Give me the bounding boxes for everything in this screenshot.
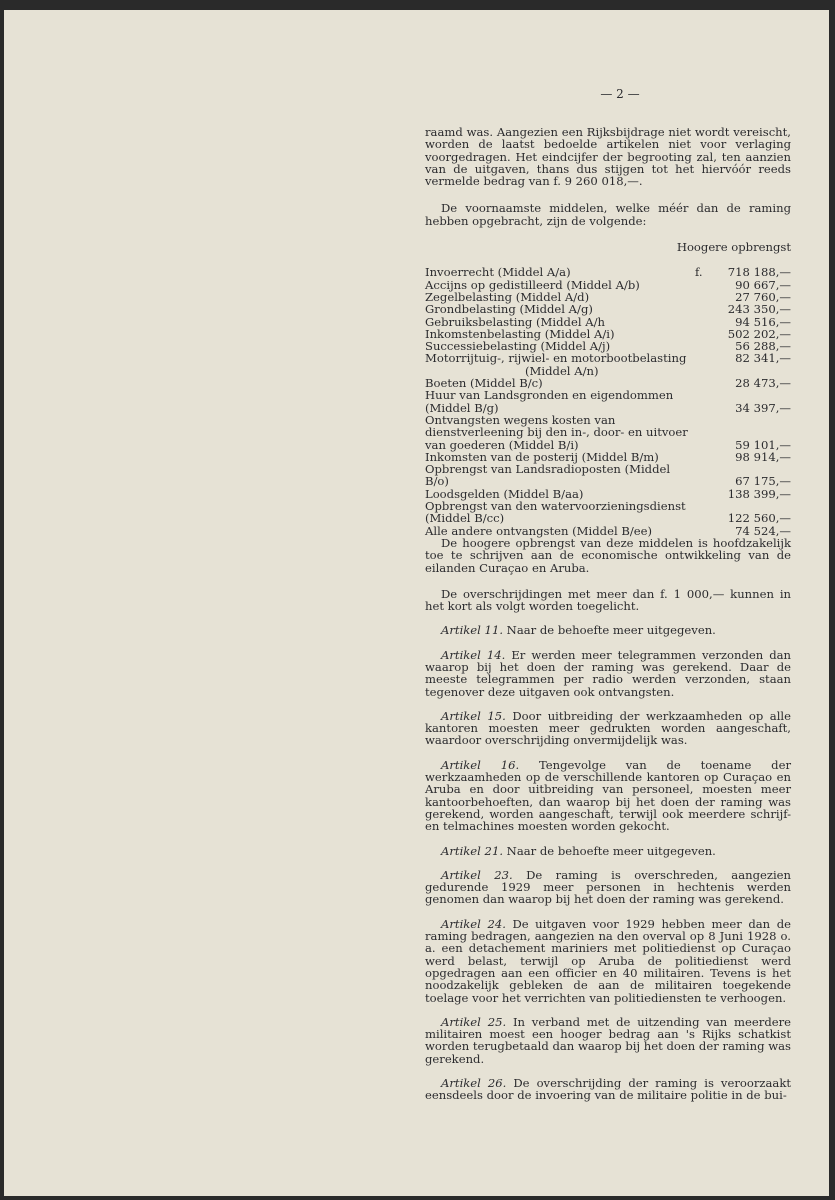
revenue-label: Opbrengst van den watervoorzieningsdienst (Middel B/cc) [425,499,686,526]
revenue-amount: 28 473,— [735,376,791,391]
article-title: Artikel 15. [441,708,506,723]
revenue-label: Zegelbelasting (Middel A/d) [425,289,590,304]
intro-paragraph: raamd was. Aangezien een Rijksbijdrage niet wordt vereischt, worden de laatst bedoelde artikelen niet voor verlaging voorgedragen. Het eindcijfer der begrooting zal, ten aanzien van de uitgaven, thans dus stijgen tot het hiervóór reeds vermelde bedrag van f. 9 260 018,—. [425,125,791,189]
revenue-amount: 122 560,— [727,511,791,526]
currency-symbol [695,279,709,291]
revenue-label: Grondbelasting (Middel A/g) [425,302,593,317]
revenue-label: Invoerrecht (Middel A/a) [425,265,571,280]
article-title: Artikel 14. [441,647,506,662]
table-row [425,414,791,451]
article-text: In verband met de uitzending van meerdere militairen moest een hooger bedrag aan 's Rijks schatkist worden terugbetaald dan waarop bij het doen der raming was gerekend. [425,1014,792,1066]
article-text: Naar de behoefte meer uitgegeven. [503,623,716,638]
revenue-label: Inkomsten van de posterij (Middel B/m) [425,449,659,464]
revenue-label: Huur van Landsgronden en eigendommen (Middel B/g) [425,388,674,415]
article-paragraph [425,918,791,1004]
article-paragraph [425,649,791,698]
table-row [425,500,791,525]
revenue-label: Successiebelasting (Middel A/j) [425,339,611,354]
revenue-amount: 94 516,— [735,314,791,329]
after-table-paragraph: De hoogere opbrengst van deze middelen is hoofdzakelijk toe te schrijven aan de economische ontwikkeling van de eilanden Curaçao en Aruba. [425,535,791,575]
revenue-amount: 90 667,— [735,277,791,292]
articles-list [425,624,791,1101]
article-title: Artikel 11. [441,623,503,638]
revenue-amount: 67 175,— [735,474,791,489]
revenue-sublabel: (Middel A/n) [525,363,599,378]
revenue-amount: 59 101,— [735,437,791,452]
table-row [425,389,791,414]
article-title: Artikel 26. [441,1076,507,1090]
table-row [425,463,791,488]
revenue-amount: 98 914,— [735,449,791,464]
page-content [425,87,792,1103]
table-row [425,352,791,377]
revenue-amount: 34 397,— [735,400,791,415]
article-paragraph [425,759,791,833]
article-title: Artikel 24. [441,916,506,931]
article-text: Tengevolge van de toename der werkzaamheden op de verschillende kantoren op Curaçao en Aruba en door uitbreiding van personeel, moesten meer kantoorbehoeften, dan waarop bij het doen der raming was gerekend, worden aangeschaft, terwijl ook meerdere schrijf- en telmachines moesten worden gekocht. [425,757,791,834]
currency-symbol [695,303,709,315]
article-paragraph [425,869,791,906]
revenue-amount: 138 399,— [727,486,791,501]
table-row [425,266,791,278]
article-text: Door uitbreiding der werkzaamheden op alle kantoren moesten meer gedrukten worden aangeschaft, waardoor overschrijding onvermijdelijk was. [425,708,792,748]
revenue-amount: 718 188,— [727,265,791,280]
revenue-label: Loodsgelden (Middel B/aa) [425,486,584,501]
paragraph-main-revenues: De voornaamste middelen, welke méér dan de raming hebben opgebracht, zijn de volgende: [425,201,791,228]
article-title: Artikel 25. [441,1014,507,1029]
revenue-amount: 74 524,— [735,523,791,538]
revenue-amount: 82 341,— [735,351,791,366]
article-paragraph [425,710,791,747]
currency-symbol [695,352,709,377]
currency-symbol [695,463,709,488]
article-paragraph [425,1016,791,1065]
currency-symbol: f. [695,265,703,280]
currency-symbol [695,389,709,414]
article-text: Naar de behoefte meer uitgegeven. [503,843,716,858]
article-text: De raming is overschreden, aangezien gedurende 1929 meer personen in hechtenis werden genomen dan waarop bij het doen der raming was gerekend. [425,867,791,907]
revenue-label: Gebruiksbelasting (Middel A/h [425,314,605,329]
revenue-label: Inkomstenbelasting (Middel A/i) [425,326,615,341]
revenue-label: Opbrengst van Landsradioposten (Middel B/o) [425,462,671,489]
article-text: De uitgaven voor 1929 hebben meer dan de raming bedragen, aangezien na den overval op 8 Juni 1928 o. a. een detachement mariniers met politiedienst op Curaçao werd belast, terwijl op Aruba de politiedienst werd opgedragen aan een officier en 40 militairen. Tevens is het noodzakelijk gebleken de aan de militairen toegekende toelage voor het verrichten van politiediensten te verhoogen. [425,916,792,1005]
currency-symbol [695,340,709,352]
page-number: — 2 — [600,87,640,101]
document-page [4,10,829,1196]
revenue-label: Alle andere ontvangsten (Middel B/ee) [425,523,653,538]
revenue-label: Accijns op gedistilleerd (Middel A/b) [425,277,640,292]
article-title: Artikel 23. [441,867,513,882]
currency-symbol [695,328,709,340]
table-row [425,303,791,315]
currency-symbol [695,414,709,451]
article-title: Artikel 21. [441,843,503,858]
table-row [425,316,791,328]
revenue-amount: 56 288,— [735,339,791,354]
article-paragraph [425,845,791,857]
revenue-amount: 502 202,— [727,326,791,341]
currency-symbol [695,377,709,389]
revenue-label: Ontvangsten wegens kosten van dienstverleening bij den in-, door- en uitvoer van goederen (Middel B/i) [425,412,688,452]
revenue-amount: 27 760,— [735,289,791,304]
overschrijdingen-paragraph: De overschrijdingen met meer dan f. 1 000,— kunnen in het kort als volgt worden toegelicht. [425,586,791,614]
currency-symbol [695,451,709,463]
table-heading: Hoogere opbrengst [676,240,791,255]
article-text: De overschrijding der raming is veroorzaakt eensdeels door de invoering van de militaire politie in de bui- [425,1076,792,1103]
currency-symbol [695,291,709,303]
currency-symbol [695,500,709,525]
revenue-label: Motorrijtuig-, rijwiel- en motorbootbelasting (Middel A/n) [425,352,695,377]
article-title: Artikel 16. [441,757,520,772]
revenue-label: Boeten (Middel B/c) [425,376,543,391]
currency-symbol [695,316,709,328]
currency-symbol [695,488,709,500]
article-paragraph [425,624,791,636]
revenue-table [425,266,791,537]
article-text: Er werden meer telegrammen verzonden dan waarop bij het doen der raming was gerekend. Daar de meeste telegrammen per radio werden verzonden, staan tegenover deze uitgaven ook ontvangsten. [425,647,792,699]
article-paragraph [425,1077,791,1102]
revenue-amount: 243 350,— [727,302,791,317]
